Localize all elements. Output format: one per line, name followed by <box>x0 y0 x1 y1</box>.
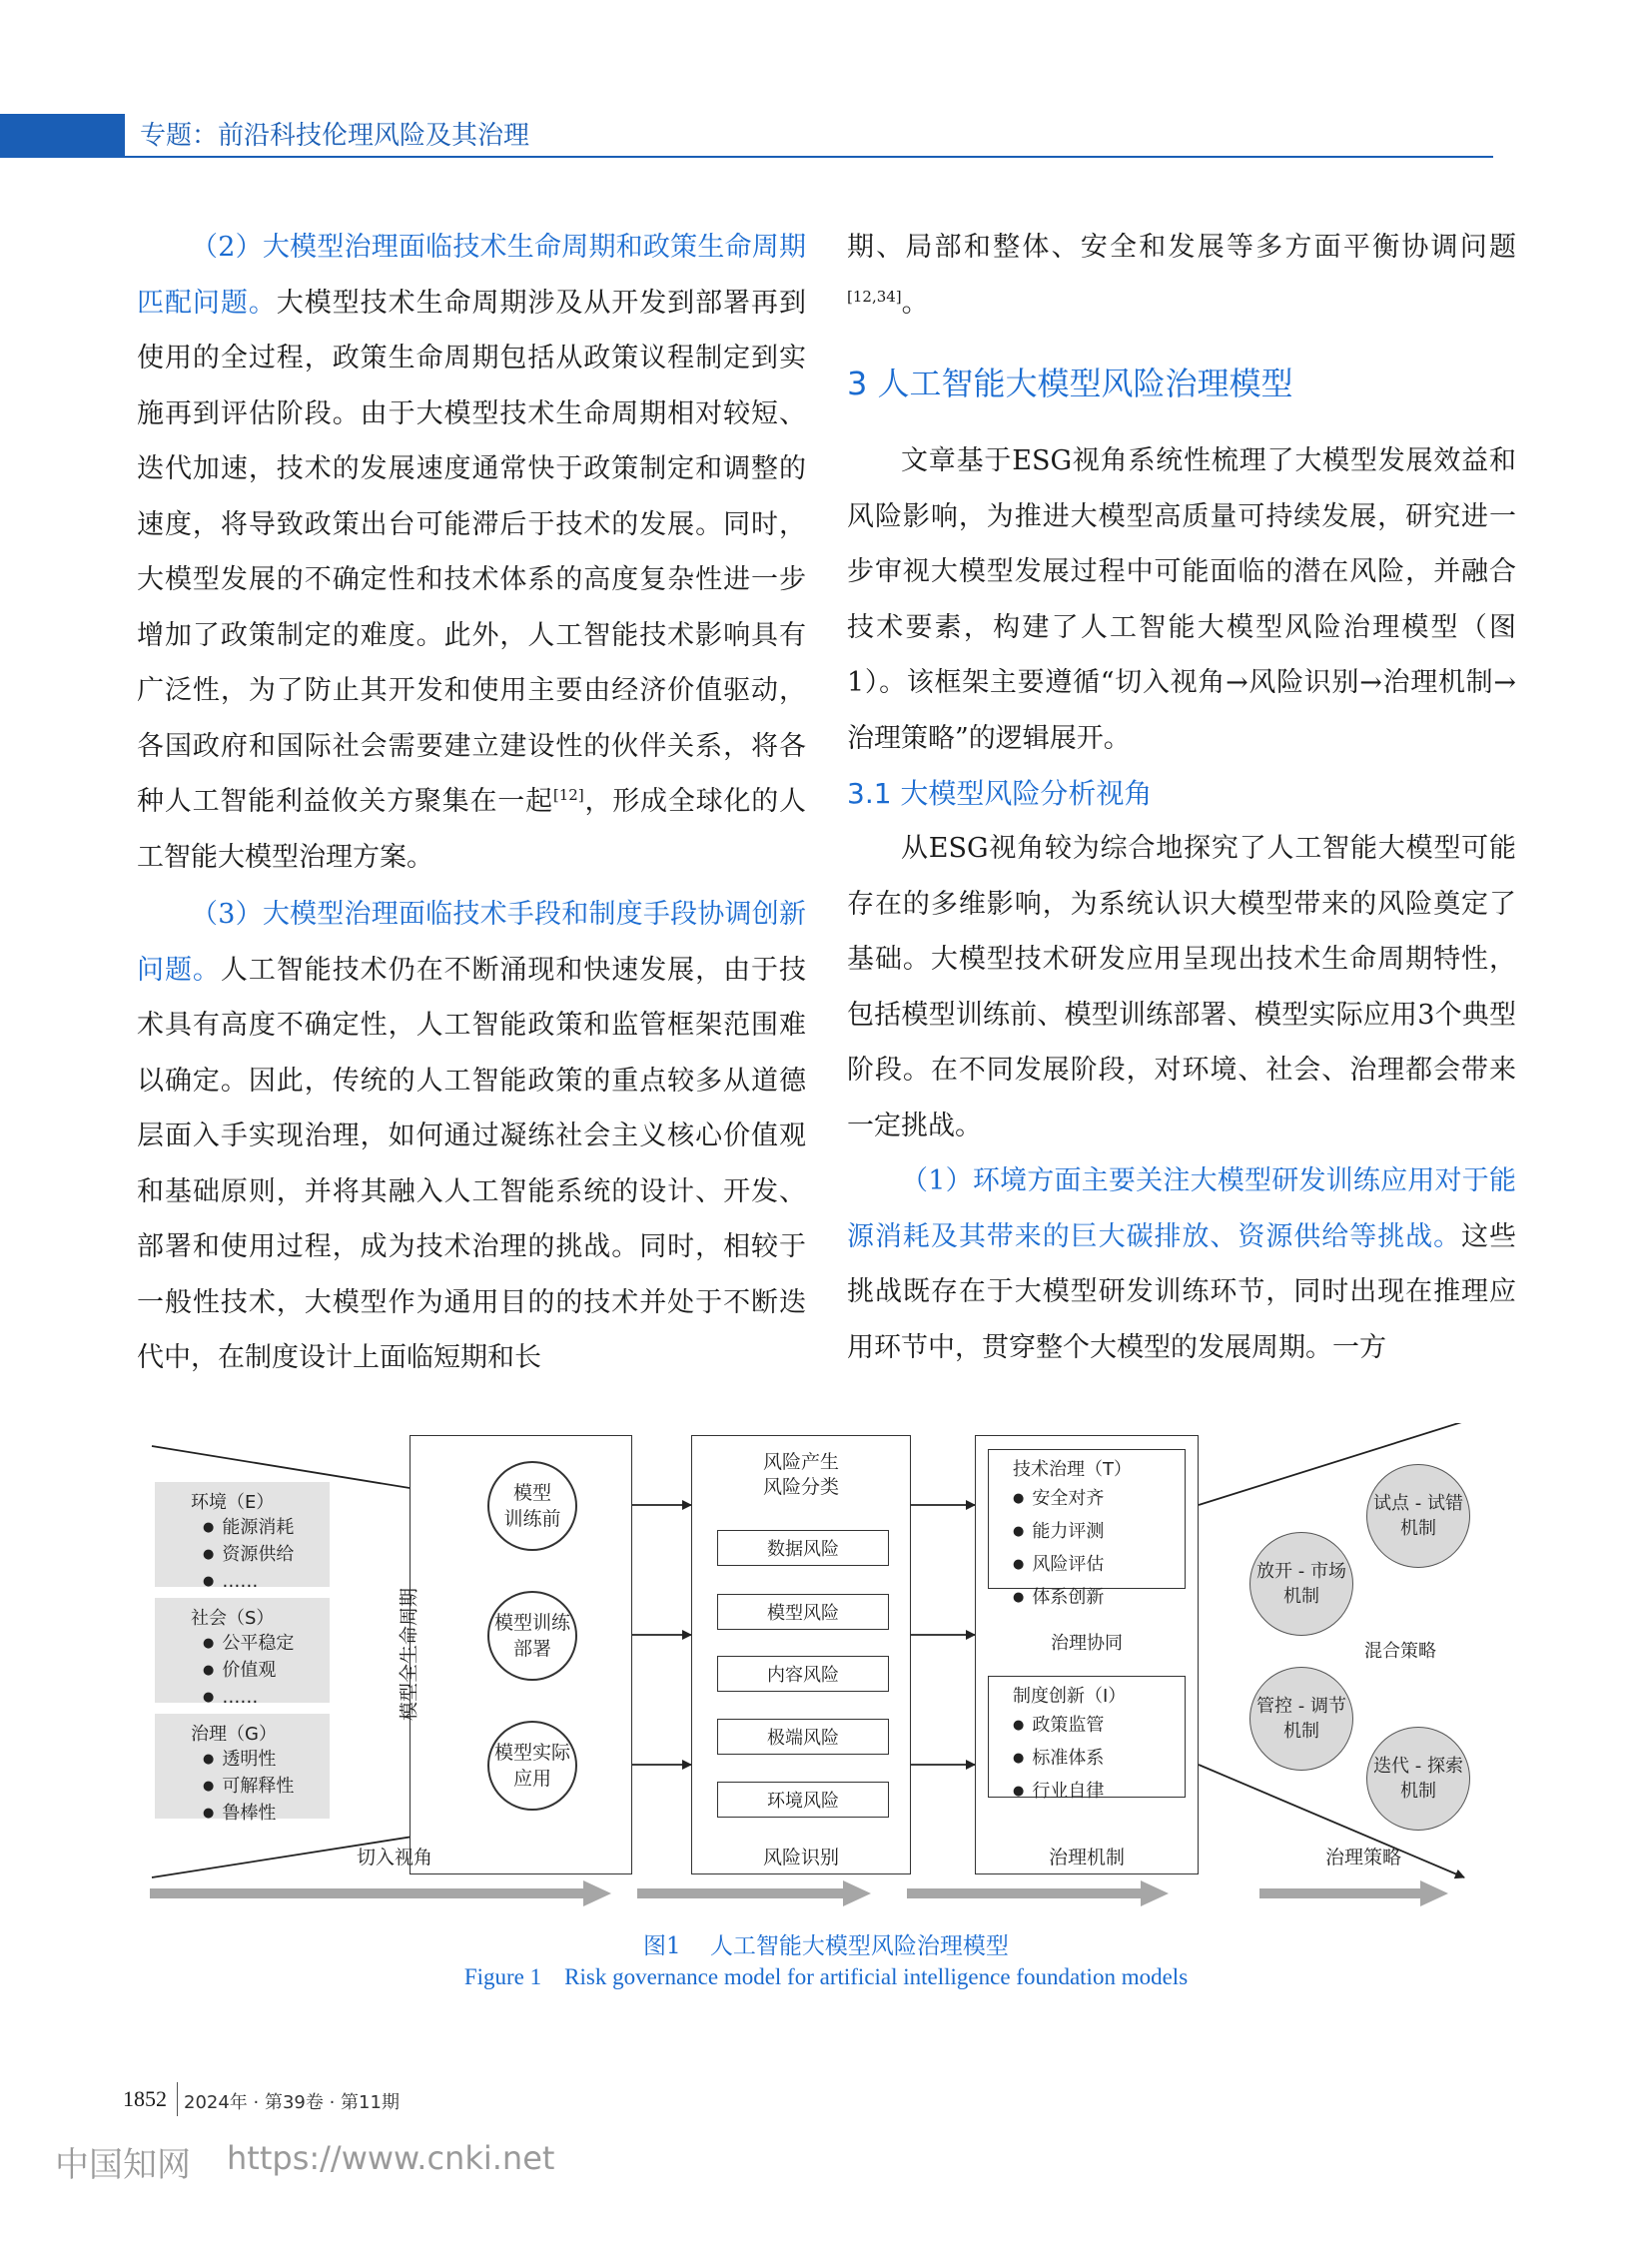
esg-item: ● 鲁棒性 <box>203 1801 330 1828</box>
risk-header: 风险产生 风险分类 <box>762 1451 839 1498</box>
esg-item: ● 价值观 <box>203 1658 330 1685</box>
stage-label-strategy: 治理策略 <box>1324 1847 1401 1868</box>
tech-item: ● 风险评估 <box>1013 1549 1185 1582</box>
lifecycle-label: 模型全生命周期 <box>398 1588 420 1722</box>
watermark-cnki-logo: 中国知网 <box>55 2145 191 2185</box>
institution-item: ● 标准体系 <box>1013 1743 1185 1776</box>
tech-governance-title: 技术治理（T） <box>1013 1459 1132 1480</box>
esg-item: ● 资源供给 <box>203 1542 330 1569</box>
strategy-mixed: 混合策略 <box>1364 1641 1436 1662</box>
risk-box <box>691 1435 911 1874</box>
paragraph-3-body: 人工智能技术仍在不断涌现和快速发展，由于技术具有高度不确定性，人工智能政策和监管框架范围难以确定。因此，传统的人工智能政策的重点较多从道德层面入手实现治理，如何通过凝练社会主义核心价值观和基础原则，并将其融入人工智能系统的设计、开发、部署和使用过程，成为技术治理的挑战。同时，相较于一般性技术，大模型作为通用目的的技术并处于不断迭代中，在制度设计上面临短期和长 <box>137 954 807 1373</box>
perspective-paragraph: 从ESG视角较为综合地探究了人工智能大模型可能存在的多维影响，为系统认识大模型带来的风险奠定了基础。大模型技术研发应用呈现出技术生命周期特性，包括模型训练前、模型训练部署、模型实际应用3个典型阶段。在不同发展阶段，对环境、社会、治理都会带来一定挑战。 <box>847 833 1516 1141</box>
header-accent-bar <box>0 114 125 158</box>
esg-governance-title: 治理（G） <box>191 1724 277 1745</box>
esg-item: ● …… <box>203 1685 330 1712</box>
esg-social-title: 社会（S） <box>191 1608 275 1629</box>
section-title: 3 人工智能大模型风险治理模型 <box>847 365 1293 402</box>
citation-12[interactable]: [12] <box>552 786 584 804</box>
header-title: 专题：前沿科技伦理风险及其治理 <box>140 121 530 151</box>
esg-governance-box <box>155 1714 330 1824</box>
issue-info: 2024年 · 第39卷 · 第11期 <box>184 2092 400 2113</box>
header-rule <box>125 156 1493 158</box>
continued-text: 期、局部和整体、安全和发展等多方面平衡协调问题 <box>847 232 1516 263</box>
strategy-iterate: 迭代 - 探索 机制 <box>1366 1727 1470 1831</box>
risk-extreme: 极端风险 <box>717 1719 889 1755</box>
paragraph-2-body: 大模型技术生命周期涉及从开发到部署再到使用的全过程，政策生命周期包括从政策议程制定到实施再到评估阶段。由于大模型技术生命周期相对较短、迭代加速，技术的发展速度通常快于政策制定和调整的速度，将导致政策出台可能滞后于技术的发展。同时，大模型发展的不确定性和技术体系的高度复杂性进一步增加了政策制定的难度。此外，人工智能技术影响具有广泛性，为了防止其开发和使用主要由经济价值驱动，各国政府和国际社会需要建立建设性的伙伴关系，将各种人工智能利益攸关方聚集在一起 <box>137 287 807 817</box>
esg-environment-title: 环境（E） <box>191 1492 275 1513</box>
paragraph-3-heading: （3）大模型治理面临技术手段和制度手段协调创新问题。 <box>137 899 806 986</box>
page-number: 1852 <box>123 2086 167 2111</box>
risk-model: 模型风险 <box>717 1594 889 1630</box>
stage-label-mechanism: 治理机制 <box>1048 1847 1125 1868</box>
risk-data: 数据风险 <box>717 1530 889 1566</box>
institution-box <box>988 1676 1186 1802</box>
strategy-trial: 试点 - 试错 机制 <box>1366 1464 1470 1568</box>
left-column <box>137 220 806 1386</box>
paragraph-3 <box>137 887 806 1386</box>
continued-paragraph <box>847 220 1516 331</box>
stage-pre-training: 模型 训练前 <box>487 1461 577 1551</box>
figure-caption-en: Figure 1 Risk governance model for artificial intelligence foundation models <box>463 1964 1189 1989</box>
environment-body: 这些挑战既存在于大模型研发训练环节，同时出现在推理应用环节中，贯穿整个大模型的发展周期。一方 <box>847 1220 1517 1363</box>
stage-application: 模型实际 应用 <box>487 1721 577 1811</box>
figure-1 <box>150 1423 1468 1937</box>
watermark-url[interactable]: https://www.cnki.net <box>227 2139 555 2177</box>
tech-item: ● 能力评测 <box>1013 1516 1185 1549</box>
continued-tail: 。 <box>901 287 929 319</box>
esg-item: ● 公平稳定 <box>203 1631 330 1658</box>
stage-label-risk: 风险识别 <box>762 1847 839 1868</box>
stage-deployment: 模型训练 部署 <box>487 1591 577 1681</box>
stage-arrow-4 <box>1259 1880 1448 1906</box>
footer-divider <box>177 2082 178 2116</box>
tech-item: ● 体系创新 <box>1013 1582 1185 1615</box>
esg-item: ● 能源消耗 <box>203 1515 330 1542</box>
esg-item: ● 透明性 <box>203 1747 330 1774</box>
mechanism-box <box>975 1435 1199 1874</box>
environment-paragraph <box>847 1153 1516 1375</box>
stage-arrow-3 <box>907 1880 1169 1906</box>
strategy-control: 管控 - 调节 机制 <box>1249 1667 1353 1771</box>
institution-item: ● 行业自律 <box>1013 1776 1185 1809</box>
esg-environment-box <box>155 1482 330 1592</box>
right-column <box>847 220 1516 1375</box>
esg-item: ● 可解释性 <box>203 1774 330 1801</box>
tech-item: ● 安全对齐 <box>1013 1483 1185 1516</box>
subsection-title: 3.1 大模型风险分析视角 <box>847 777 1153 810</box>
esg-item: ● …… <box>203 1569 330 1596</box>
paragraph-2 <box>137 220 806 885</box>
paragraph-2-tail: ，形成全球化的人工智能大模型治理方案。 <box>137 786 807 873</box>
stage-label-perspective: 切入视角 <box>356 1847 432 1868</box>
strategy-open: 放开 - 市场 机制 <box>1249 1532 1353 1636</box>
esg-social-box <box>155 1598 330 1708</box>
paragraph-2-heading: （2）大模型治理面临技术生命周期和政策生命周期匹配问题。 <box>137 232 806 319</box>
institution-title: 制度创新（I） <box>1013 1686 1127 1707</box>
figure-caption-cn: 图1 人工智能大模型风险治理模型 <box>643 1933 1009 1959</box>
risk-content: 内容风险 <box>717 1656 889 1692</box>
tech-governance-box <box>988 1449 1186 1608</box>
citation-12-34[interactable]: [12,34] <box>847 287 902 306</box>
stage-arrow-1 <box>150 1880 611 1906</box>
governance-coordination: 治理协同 <box>1051 1633 1123 1654</box>
section-intro: 文章基于ESG视角系统性梳理了大模型发展效益和风险影响，为推进大模型高质量可持续发展，研究进一步审视大模型发展过程中可能面临的潜在风险，并融合技术要素，构建了人工智能大模型风险治理模型（图1）。该框架主要遵循“切入视角→风险识别→治理机制→治理策略”的逻辑展开。 <box>847 445 1516 754</box>
environment-heading: （1）环境方面主要关注大模型研发训练应用对于能源消耗及其带来的巨大碳排放、资源供给等挑战。 <box>847 1165 1516 1252</box>
institution-item: ● 政策监管 <box>1013 1710 1185 1743</box>
risk-environment: 环境风险 <box>717 1782 889 1818</box>
stage-arrow-2 <box>637 1880 871 1906</box>
